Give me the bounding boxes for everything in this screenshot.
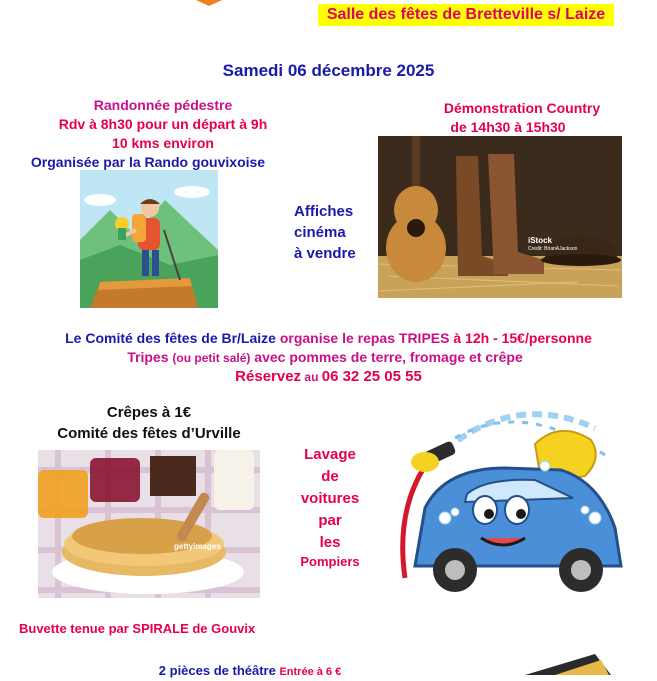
hike-distance: 10 kms environ — [112, 135, 214, 151]
carwash-line-4: par — [318, 512, 342, 529]
posters-line-2: cinéma — [294, 224, 346, 241]
tripes-alternative: (ou petit salé) — [172, 351, 251, 365]
hike-title: Randonnée pédestre — [93, 97, 233, 113]
tripes-reserve — [0, 367, 657, 387]
tripes-line-2 — [0, 348, 650, 368]
country-photo-credit: iStock — [528, 236, 553, 245]
crepes-price: Crêpes à 1€ — [106, 404, 192, 421]
theatre-plays: 2 pièces de théâtre — [158, 663, 280, 678]
crepes-photo-credit: gettyimages — [174, 542, 221, 551]
crepes-organizer: Comité des fêtes d’Urville — [57, 425, 241, 442]
tripes-committee: Le Comité des fêtes de Br/Laize — [65, 330, 276, 346]
car-wash-illustration — [385, 398, 635, 608]
country-photo — [378, 136, 622, 298]
hiker-illustration — [80, 170, 218, 308]
reserve-au: au — [301, 370, 322, 384]
carwash-line-1: Lavage — [304, 446, 356, 463]
carwash-line-5: les — [319, 534, 341, 551]
posters-line-1: Affiches — [294, 203, 354, 220]
star-fragment-icon — [196, 0, 222, 6]
hike-rdv: Rdv à 8h30 pour un départ à 9h — [58, 116, 268, 132]
country-title: Démonstration Country — [443, 100, 601, 116]
ticket-icon — [515, 652, 615, 675]
event-date: Samedi 06 décembre 2025 — [222, 61, 435, 80]
carwash-line-6: Pompiers — [300, 554, 360, 569]
country-time: de 14h30 à 15h30 — [450, 119, 566, 135]
tripes-sides: avec pommes de terre, fromage et crêpe — [250, 349, 523, 365]
reserve-phone: 06 32 25 05 55 — [321, 368, 422, 385]
hike-organizer: Organisée par la Rando gouvixoise — [30, 154, 266, 170]
reserve-label: Réservez — [235, 368, 302, 385]
tripes-organise: organise le repas TRIPES — [275, 330, 454, 346]
crepes-photo — [38, 450, 260, 598]
theatre-line — [0, 662, 500, 681]
venue-banner: Salle des fêtes de Bretteville s/ Laize — [318, 4, 614, 26]
tripes-line-1 — [0, 329, 657, 348]
carwash-line-3: voitures — [300, 490, 360, 507]
country-photo-credit-line: Credit: BrianAJackson — [528, 246, 578, 252]
posters-line-3: à vendre — [294, 245, 356, 262]
theatre-price: Entrée à 6 € — [279, 666, 342, 678]
carwash-line-2: de — [321, 468, 339, 485]
tripes-label: Tripes — [127, 349, 173, 365]
tripes-time-price: à 12h - 15€/personne — [453, 330, 592, 346]
buvette-line: Buvette tenue par SPIRALE de Gouvix — [19, 621, 256, 636]
